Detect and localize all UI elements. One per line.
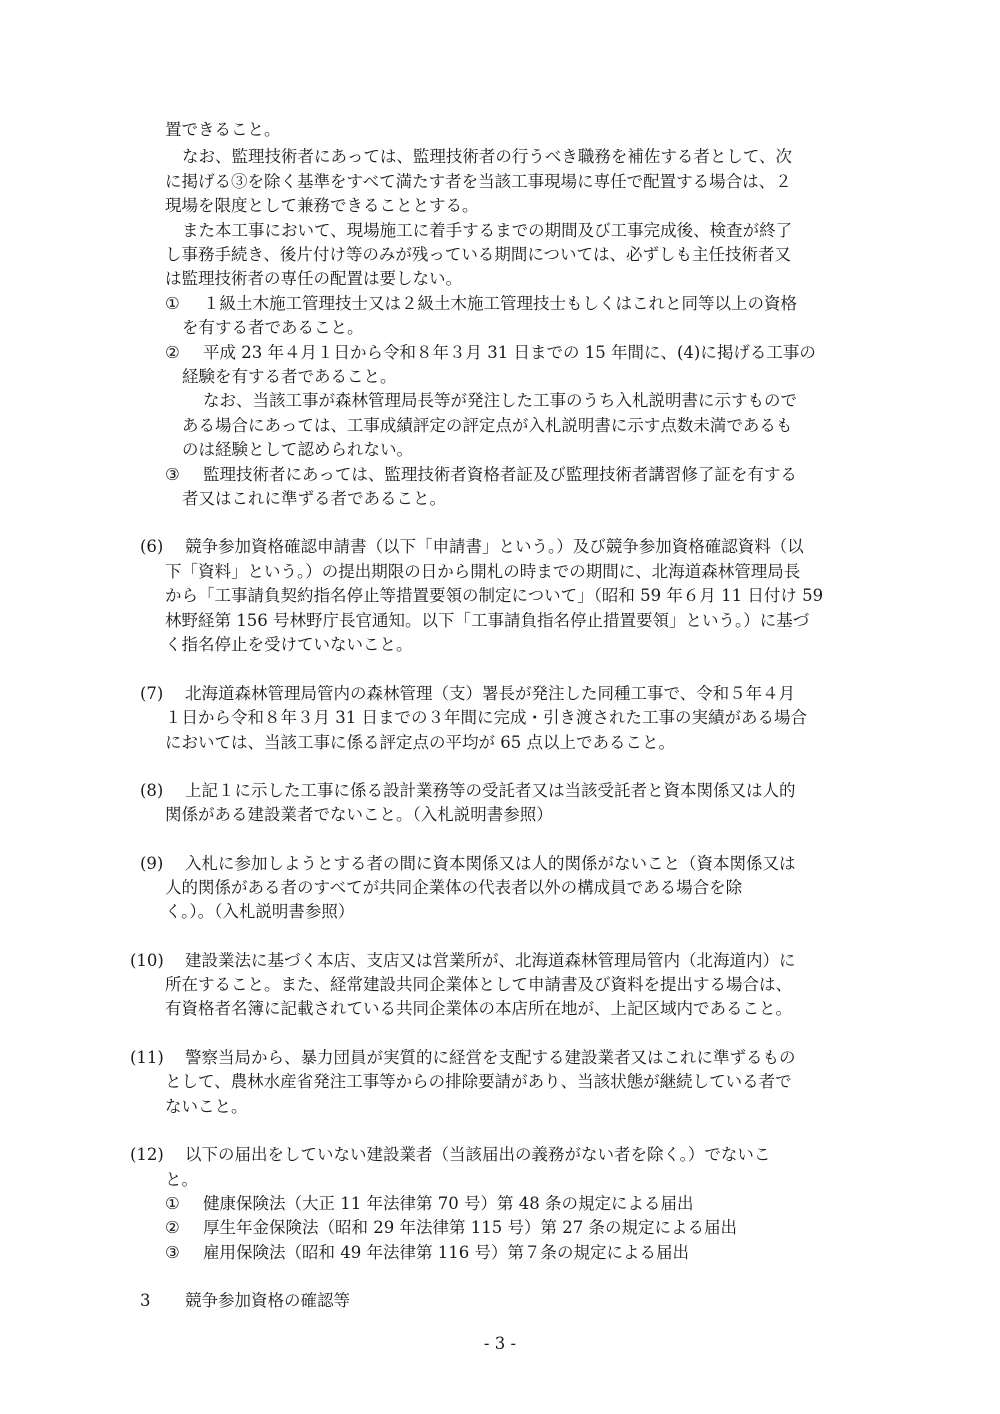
section-number: (9) [140, 854, 164, 873]
text-line: 現場を限度として兼務できることとする。 [165, 196, 479, 215]
section-line: 有資格者名簿に記載されている共同企業体の本店所在地が、上記区域内であること。 [165, 999, 792, 1018]
list-marker: ② [165, 343, 180, 362]
section-line: 林野経第 156 号林野庁長官通知。以下「工事請負指名停止措置要領」という。）に基づ [165, 611, 810, 630]
section-line: く指名停止を受けていないこと。 [165, 635, 413, 654]
section-line: 警察当局から、暴力団員が実質的に経営を支配する建設業者又はこれに準ずるもの [185, 1048, 796, 1067]
text-line: また本工事において、現場施工に着手するまでの期間及び工事完成後、検査が終了 [182, 221, 793, 240]
text-line: に掲げる③を除く基準をすべて満たす者を当該工事現場に専任で配置する場合は、２ [165, 172, 792, 191]
section-number: (10) [130, 951, 164, 970]
section-number: (7) [140, 684, 164, 703]
list-item-line: を有する者であること。 [182, 318, 364, 337]
section-line: として、農林水産省発注工事等からの排除要請があり、当該状態が継続している者で [165, 1072, 792, 1091]
text-line: は監理技術者の専任の配置は要しない。 [165, 269, 462, 288]
list-item-line: １級土木施工管理技士又は２級土木施工管理技士もしくはこれと同等以上の資格 [203, 294, 797, 313]
section-line: 建設業法に基づく本店、支店又は営業所が、北海道森林管理局管内（北海道内）に [185, 951, 796, 970]
notification-line: 雇用保険法（昭和 49 年法律第 116 号）第７条の規定による届出 [203, 1243, 689, 1262]
list-item-line: 平成 23 年４月１日から令和８年３月 31 日までの 15 年間に、(4)に掲げる工事の [203, 343, 816, 362]
list-marker: ① [165, 294, 180, 313]
section-line: く。）。（入札説明書参照） [165, 902, 355, 921]
notification-line: 健康保険法（大正 11 年法律第 70 号）第 48 条の規定による届出 [203, 1194, 694, 1213]
section-line: と。 [165, 1170, 198, 1189]
heading-text: 競争参加資格の確認等 [185, 1291, 350, 1310]
notification-line: 厚生年金保険法（昭和 29 年法律第 115 号）第 27 条の規定による届出 [203, 1218, 737, 1237]
section-line: 下「資料」という。）の提出期限の日から開札の時までの期間に、北海道森林管理局長 [165, 562, 801, 581]
list-item-line: 監理技術者にあっては、監理技術者資格者証及び監理技術者講習修了証を有する [203, 465, 797, 484]
section-number: (12) [130, 1145, 164, 1164]
list-marker: ③ [165, 1243, 180, 1262]
list-marker: ② [165, 1218, 180, 1237]
list-marker: ③ [165, 465, 180, 484]
list-item-line: 経験を有する者であること。 [182, 367, 397, 386]
section-line: 以下の届出をしていない建設業者（当該届出の義務がない者を除く。）でないこ [185, 1145, 771, 1164]
section-line: 所在すること。また、経常建設共同企業体として申請書及び資料を提出する場合は、 [165, 975, 792, 994]
section-line: 人的関係がある者のすべてが共同企業体の代表者以外の構成員である場合を除 [165, 878, 743, 897]
section-line: 競争参加資格確認申請書（以下「申請書」という。）及び競争参加資格確認資料（以 [185, 537, 804, 556]
page-number: - 3 - [483, 1334, 517, 1353]
section-line: から「工事請負契約指名停止等措置要領の制定について」（昭和 59 年６月 11 日付け 59 [165, 586, 824, 605]
section-line: 入札に参加しようとする者の間に資本関係又は人的関係がないこと（資本関係又は [185, 854, 796, 873]
section-number: (6) [140, 537, 164, 556]
section-line: ないこと。 [165, 1097, 248, 1116]
section-number: (11) [130, 1048, 164, 1067]
text-line: なお、監理技術者にあっては、監理技術者の行うべき職務を補佐する者として、次 [182, 147, 793, 166]
section-number: (8) [140, 781, 164, 800]
list-marker: ① [165, 1194, 180, 1213]
text-line: し事務手続き、後片付け等のみが残っている期間については、必ずしも主任技術者又 [165, 245, 792, 264]
list-item-line: なお、当該工事が森林管理局長等が発注した工事のうち入札説明書に示すもので [203, 391, 797, 410]
section-line: １日から令和８年３月 31 日までの３年間に完成・引き渡された工事の実績がある場合 [165, 708, 807, 727]
list-item-line: ある場合にあっては、工事成績評定の評定点が入札説明書に示す点数未満であるも [182, 416, 793, 435]
section-line: 北海道森林管理局管内の森林管理（支）署長が発注した同種工事で、令和５年４月 [185, 684, 796, 703]
heading-number: 3 [140, 1291, 151, 1310]
text-line: 置できること。 [165, 120, 281, 139]
section-line: 上記１に示した工事に係る設計業務等の受託者又は当該受託者と資本関係又は人的 [185, 781, 796, 800]
section-line: 関係がある建設業者でないこと。（入札説明書参照） [165, 805, 553, 824]
list-item-line: のは経験として認められない。 [182, 440, 413, 459]
section-line: においては、当該工事に係る評定点の平均が 65 点以上であること。 [165, 733, 675, 752]
list-item-line: 者又はこれに準ずる者であること。 [182, 489, 446, 508]
